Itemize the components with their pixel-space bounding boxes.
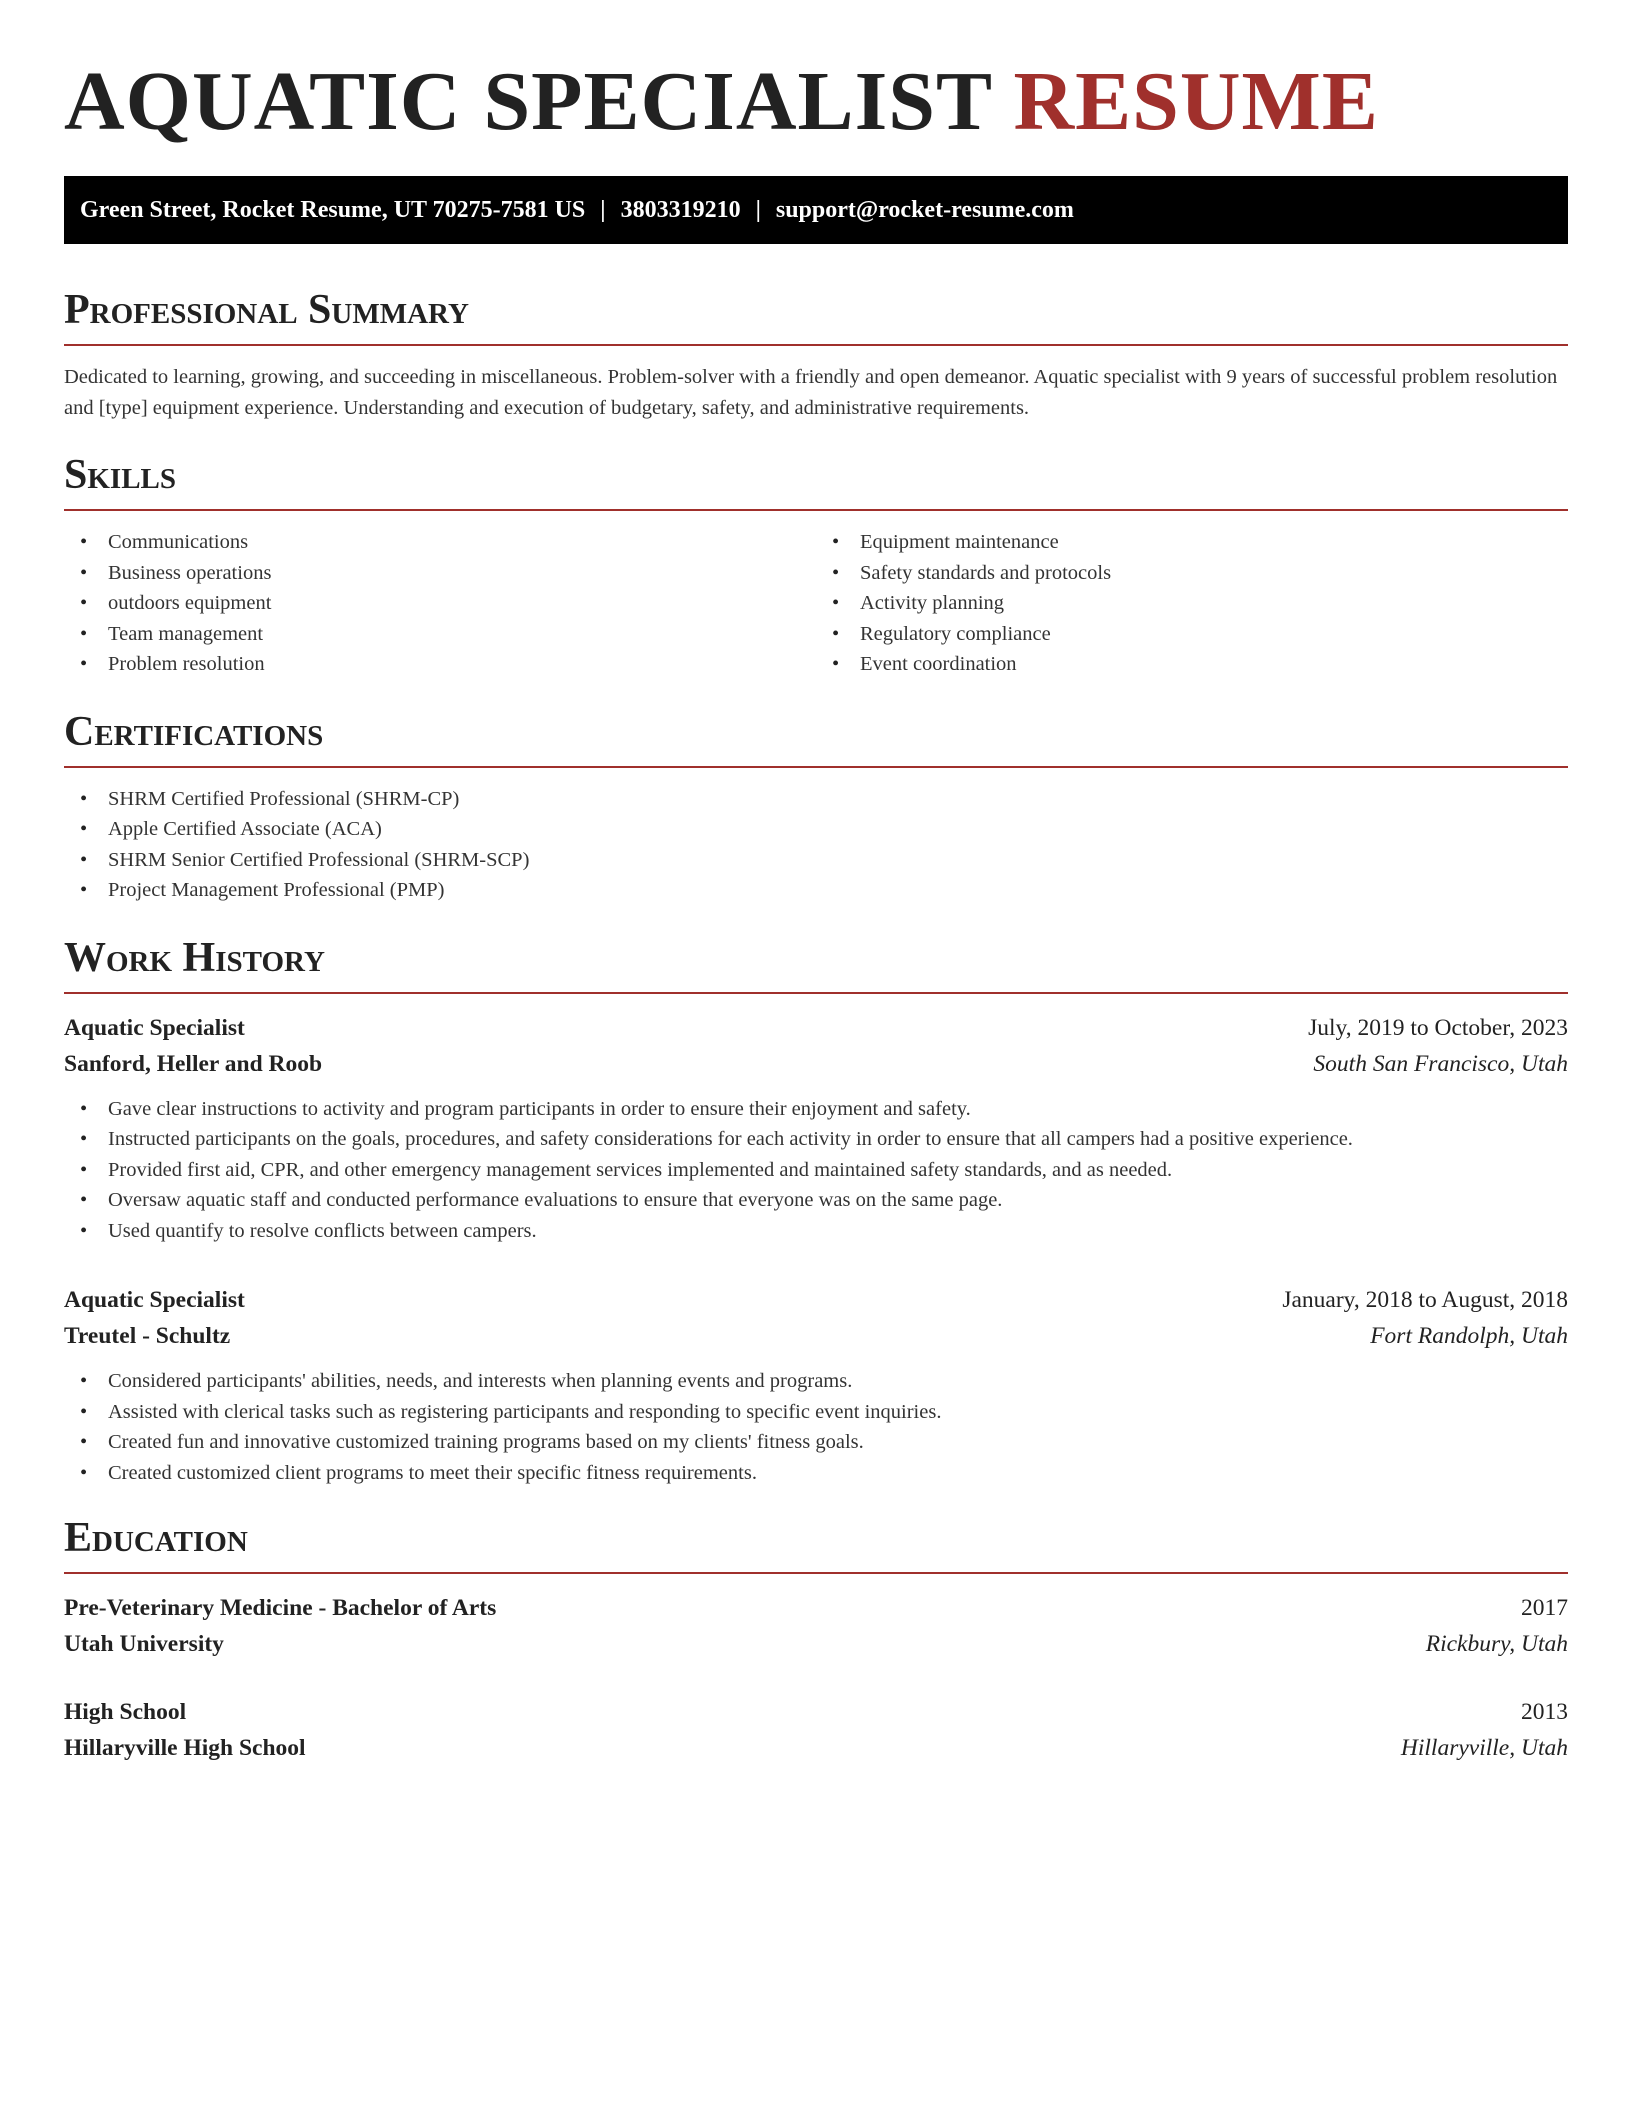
job-entry [64,1282,1568,1488]
job-location: South San Francisco, Utah [1313,1050,1568,1077]
job-bullets [64,1366,1568,1488]
contact-bar [64,176,1568,244]
certifications-heading: Certifications [64,708,324,755]
list-item: • Considered participants' abilities, needs, and interests when planning events and programs. [64,1366,1568,1397]
job-company: Treutel - Schultz [64,1323,231,1349]
list-item: • Instructed participants on the goals, procedures, and safety considerations for each activity in order to ensure that all campers had a positive experience. [64,1124,1568,1155]
education-entry [64,1590,1568,1662]
education-entry [64,1694,1568,1766]
education-section [64,1514,1568,1766]
job-title: Aquatic Specialist [64,1014,245,1041]
education-year: 2017 [1521,1595,1568,1621]
summary-heading: Professional Summary [64,287,469,333]
list-item: • SHRM Senior Certified Professional (SHRM-SCP) [64,845,1568,876]
list-item: • Used quantify to resolve conflicts between campers. [64,1216,1568,1247]
contact-email: support@rocket-resume.com [775,196,1074,223]
job-company: Sanford, Heller and Roob [64,1050,323,1077]
list-item: • Assisted with clerical tasks such as registering participants and responding to specific event inquiries. [64,1397,1568,1428]
job-dates: January, 2018 to August, 2018 [1282,1287,1568,1313]
section-divider [64,992,1568,994]
section-divider [64,1572,1568,1574]
contact-address: Green Street, Rocket Resume, UT 70275-7581 US [80,196,586,223]
skills-grid [64,527,1568,680]
page-title [64,52,1568,152]
skills-heading: Skills [64,452,177,498]
list-item: • Regulatory compliance [816,619,1568,650]
work-history-heading: Work History [64,934,325,981]
list-item: • Safety standards and protocols [816,558,1568,589]
job-location: Fort Randolph, Utah [1370,1323,1568,1349]
list-item: • Problem resolution [64,649,816,680]
contact-separator: | [755,196,761,223]
education-degree: Pre-Veterinary Medicine - Bachelor of Arts [64,1595,497,1621]
certifications-list [64,784,1568,906]
education-heading: Education [64,1515,248,1561]
list-item: • Oversaw aquatic staff and conducted performance evaluations to ensure that everyone was on the same page. [64,1185,1568,1216]
list-item: • Created fun and innovative customized training programs based on my clients' fitness goals. [64,1427,1568,1458]
section-divider [64,509,1568,511]
list-item: • Team management [64,619,816,650]
education-school: Hillaryville High School [64,1735,306,1761]
job-entry [64,1010,1568,1247]
title-accent: RESUME [1013,55,1379,148]
list-item: • Created customized client programs to meet their specific fitness requirements. [64,1458,1568,1489]
education-school: Utah University [64,1631,224,1657]
list-item: • Communications [64,527,816,558]
skills-list-right [816,527,1568,680]
list-item: • outdoors equipment [64,588,816,619]
education-year: 2013 [1521,1699,1568,1725]
education-location: Rickbury, Utah [1425,1631,1568,1657]
job-bullets [64,1094,1568,1247]
list-item: • Event coordination [816,649,1568,680]
list-item: • Activity planning [816,588,1568,619]
work-history-section [64,934,1568,1489]
skills-list-left [64,527,816,680]
job-title: Aquatic Specialist [64,1287,245,1313]
title-main: AQUATIC SPECIALIST [64,55,992,148]
contact-separator: | [600,196,606,223]
certifications-section [64,708,1568,906]
list-item: • Equipment maintenance [816,527,1568,558]
list-item: • Project Management Professional (PMP) [64,875,1568,906]
job-dates: July, 2019 to October, 2023 [1308,1014,1568,1041]
list-item: • Apple Certified Associate (ACA) [64,814,1568,845]
list-item: • Gave clear instructions to activity and program participants in order to ensure their enjoyment and safety. [64,1094,1568,1125]
skills-section [64,451,1568,680]
education-degree: High School [64,1699,187,1725]
list-item: • Business operations [64,558,816,589]
summary-text: Dedicated to learning, growing, and succeeding in miscellaneous. Problem-solver with a friendly and open demeanor. Aquatic specialist with 9 years of successful problem resolution and [type] equipment experience. Understanding and execution of budgetary, safety, and administrative requirements. [64,366,1558,419]
list-item: • SHRM Certified Professional (SHRM-CP) [64,784,1568,815]
list-item: • Provided first aid, CPR, and other emergency management services implemented and maintained safety standards, and as needed. [64,1155,1568,1186]
summary-section [64,286,1568,423]
contact-phone: 3803319210 [620,196,741,223]
section-divider [64,344,1568,346]
section-divider [64,766,1568,768]
education-location: Hillaryville, Utah [1400,1735,1568,1761]
